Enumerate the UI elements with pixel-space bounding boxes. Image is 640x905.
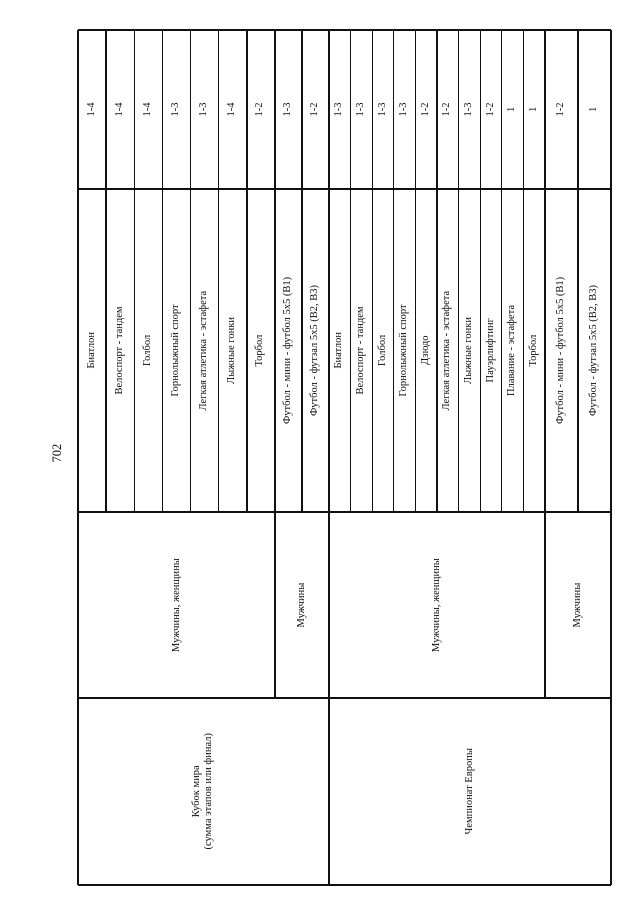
places-value: 1-3 xyxy=(282,102,293,117)
grid-line xyxy=(544,30,545,698)
places-value: 1-2 xyxy=(441,102,453,117)
places-value: 1-3 xyxy=(462,102,474,117)
places-value: 1-4 xyxy=(113,102,125,117)
sport-name: Пауэрлифтинг xyxy=(484,318,496,383)
sport-name: Плавание - эстафета xyxy=(506,305,518,396)
sport-name: Лыжные гонки xyxy=(226,316,238,384)
grid-line xyxy=(328,30,329,885)
places-value: 1-3 xyxy=(198,102,210,117)
sport-name: Торбол xyxy=(254,334,266,367)
grid-line xyxy=(523,30,524,512)
grid-line xyxy=(134,30,135,512)
sport-name: Голбол xyxy=(376,334,388,366)
places-value: 1-3 xyxy=(376,102,388,117)
grid-line xyxy=(78,188,611,189)
grid-line xyxy=(218,30,219,512)
grid-line xyxy=(350,30,351,512)
competition-name xyxy=(464,748,476,834)
sport-name: Биатлон xyxy=(85,332,97,369)
sport-name: Торбол xyxy=(527,334,539,367)
grid-line xyxy=(78,697,611,698)
group-label: Мужчины, женщины xyxy=(170,558,182,652)
places-value: 1-3 xyxy=(170,102,181,117)
grid-line xyxy=(458,30,459,512)
competition-name-line: (сумма этапов или финал) xyxy=(203,733,215,850)
grid-line xyxy=(577,30,578,512)
grid-line xyxy=(78,511,611,512)
grid-line xyxy=(436,30,437,512)
page-number: 702 xyxy=(49,443,64,463)
places-value: 1-3 xyxy=(354,102,366,117)
group-label: Мужчины xyxy=(296,582,307,628)
grid-line xyxy=(501,30,502,512)
sport-name: Голбол xyxy=(141,334,153,366)
places-value: 1-2 xyxy=(484,102,496,117)
places-value: 1 xyxy=(506,106,518,112)
grid-line xyxy=(78,29,611,30)
grid-line xyxy=(246,30,247,512)
sport-name: Легкая атлетика - эстафета xyxy=(441,290,453,411)
places-value: 1-4 xyxy=(141,102,153,117)
grid-line xyxy=(77,30,78,885)
grid-line xyxy=(372,30,373,512)
sport-name: Футбол - футзал 5х5 (В2, В3) xyxy=(309,285,320,416)
sport-name: Горнолыжный спорт xyxy=(170,304,181,397)
grid-line xyxy=(301,30,302,512)
sport-name: Велоспорт - тандем xyxy=(113,306,125,395)
places-value: 1-3 xyxy=(398,102,410,117)
places-value: 1-2 xyxy=(254,102,266,117)
places-value: 1-2 xyxy=(309,102,320,117)
grid-line xyxy=(610,30,611,885)
group-label: Мужчины, женщины xyxy=(431,558,442,652)
places-value: 1 xyxy=(588,106,599,112)
places-value: 1-3 xyxy=(333,102,345,117)
places-value: 1 xyxy=(527,106,539,112)
places-value: 1-4 xyxy=(226,102,238,117)
competition-name-line: Чемпионат Европы xyxy=(464,748,475,835)
sport-name: Горнолыжный спорт xyxy=(398,304,410,397)
grid-line xyxy=(274,30,275,698)
grid-line xyxy=(162,30,163,512)
grid-line xyxy=(393,30,394,512)
competition-name-line: Кубок мира xyxy=(191,765,202,818)
competition-name xyxy=(191,733,216,849)
group-label: Мужчины xyxy=(572,582,583,628)
sport-name: Биатлон xyxy=(333,332,345,369)
sport-name: Дзюдо xyxy=(419,335,431,365)
sport-name: Велоспорт - тандем xyxy=(354,306,366,395)
grid-line xyxy=(105,30,106,512)
places-value: 1-4 xyxy=(85,102,97,117)
sport-name: Футбол - мини - футбол 5х5 (В1) xyxy=(555,276,566,424)
places-value: 1-2 xyxy=(555,102,566,117)
grid-line xyxy=(415,30,416,512)
places-value: 1-2 xyxy=(419,102,431,117)
sport-name: Легкая атлетика - эстафета xyxy=(198,290,210,411)
grid-line xyxy=(190,30,191,512)
grid-line xyxy=(480,30,481,512)
sport-name: Футбол - футзал 5х5 (В2, В3) xyxy=(588,285,599,416)
grid-line xyxy=(78,884,611,885)
sport-name: Лыжные гонки xyxy=(462,316,474,384)
sport-name: Футбол - мини - футбол 5х5 (В1) xyxy=(282,276,293,424)
